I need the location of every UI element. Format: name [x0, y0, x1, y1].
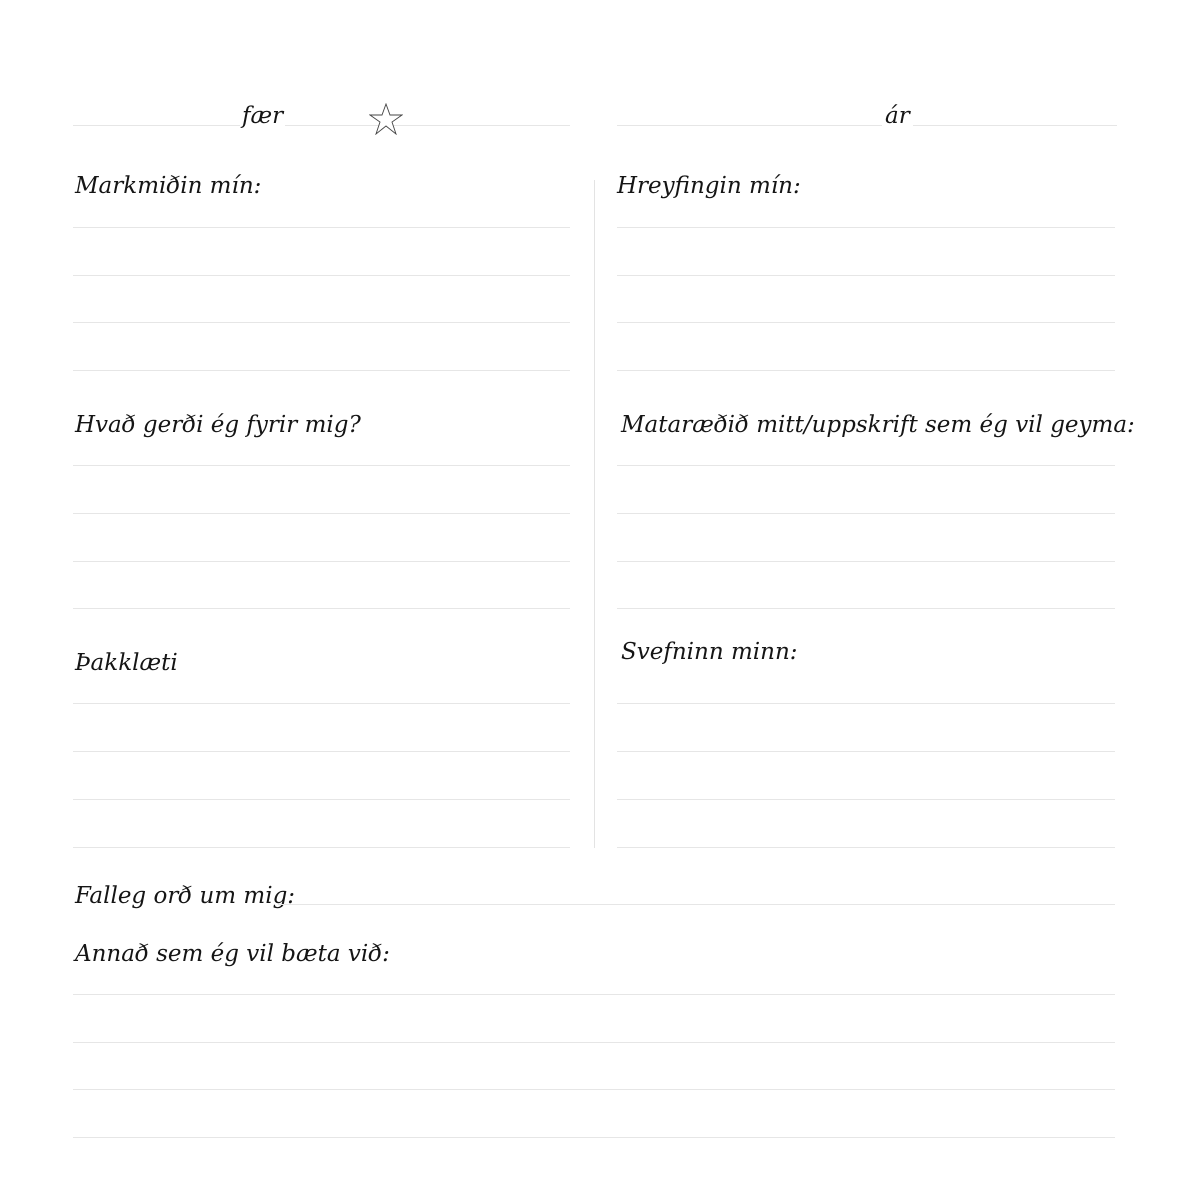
column-divider: [594, 180, 595, 848]
self-care-line[interactable]: [73, 465, 570, 466]
diet-line[interactable]: [617, 513, 1115, 514]
self-care-label: Hvað gerði ég fyrir mig?: [75, 412, 361, 438]
other-line[interactable]: [73, 1042, 1115, 1043]
header-right-label: ár: [882, 101, 913, 131]
other-label: Annað sem ég vil bæta við:: [75, 941, 390, 967]
header-rule-right: [617, 125, 1117, 126]
movement-line[interactable]: [617, 275, 1115, 276]
goals-line[interactable]: [73, 370, 570, 371]
diet-line[interactable]: [617, 465, 1115, 466]
gratitude-line[interactable]: [73, 751, 570, 752]
diet-label: Mataræðið mitt/uppskrift sem ég vil geyma:: [621, 412, 1135, 438]
movement-line[interactable]: [617, 370, 1115, 371]
sleep-line[interactable]: [617, 751, 1115, 752]
sleep-label: Svefninn minn:: [621, 639, 798, 665]
self-care-line[interactable]: [73, 561, 570, 562]
diet-line[interactable]: [617, 561, 1115, 562]
sleep-line[interactable]: [617, 847, 1115, 848]
header-left-label: fær: [242, 103, 284, 129]
self-care-line[interactable]: [73, 608, 570, 609]
goals-line[interactable]: [73, 275, 570, 276]
self-care-line[interactable]: [73, 513, 570, 514]
gratitude-line[interactable]: [73, 703, 570, 704]
other-line[interactable]: [73, 1089, 1115, 1090]
movement-line[interactable]: [617, 227, 1115, 228]
kind-words-line[interactable]: [278, 904, 1115, 905]
header-rule-left: [73, 125, 570, 126]
goals-label: Markmiðin mín:: [75, 173, 262, 199]
gratitude-line[interactable]: [73, 847, 570, 848]
sleep-line[interactable]: [617, 799, 1115, 800]
movement-line[interactable]: [617, 322, 1115, 323]
gratitude-label: Þakklæti: [75, 650, 178, 676]
other-line[interactable]: [73, 994, 1115, 995]
star-outline-icon: [369, 103, 403, 135]
goals-line[interactable]: [73, 322, 570, 323]
diet-line[interactable]: [617, 608, 1115, 609]
sleep-line[interactable]: [617, 703, 1115, 704]
other-line[interactable]: [73, 1137, 1115, 1138]
gratitude-line[interactable]: [73, 799, 570, 800]
goals-line[interactable]: [73, 227, 570, 228]
kind-words-label: Falleg orð um mig:: [75, 883, 296, 909]
movement-label: Hreyfingin mín:: [617, 173, 801, 199]
